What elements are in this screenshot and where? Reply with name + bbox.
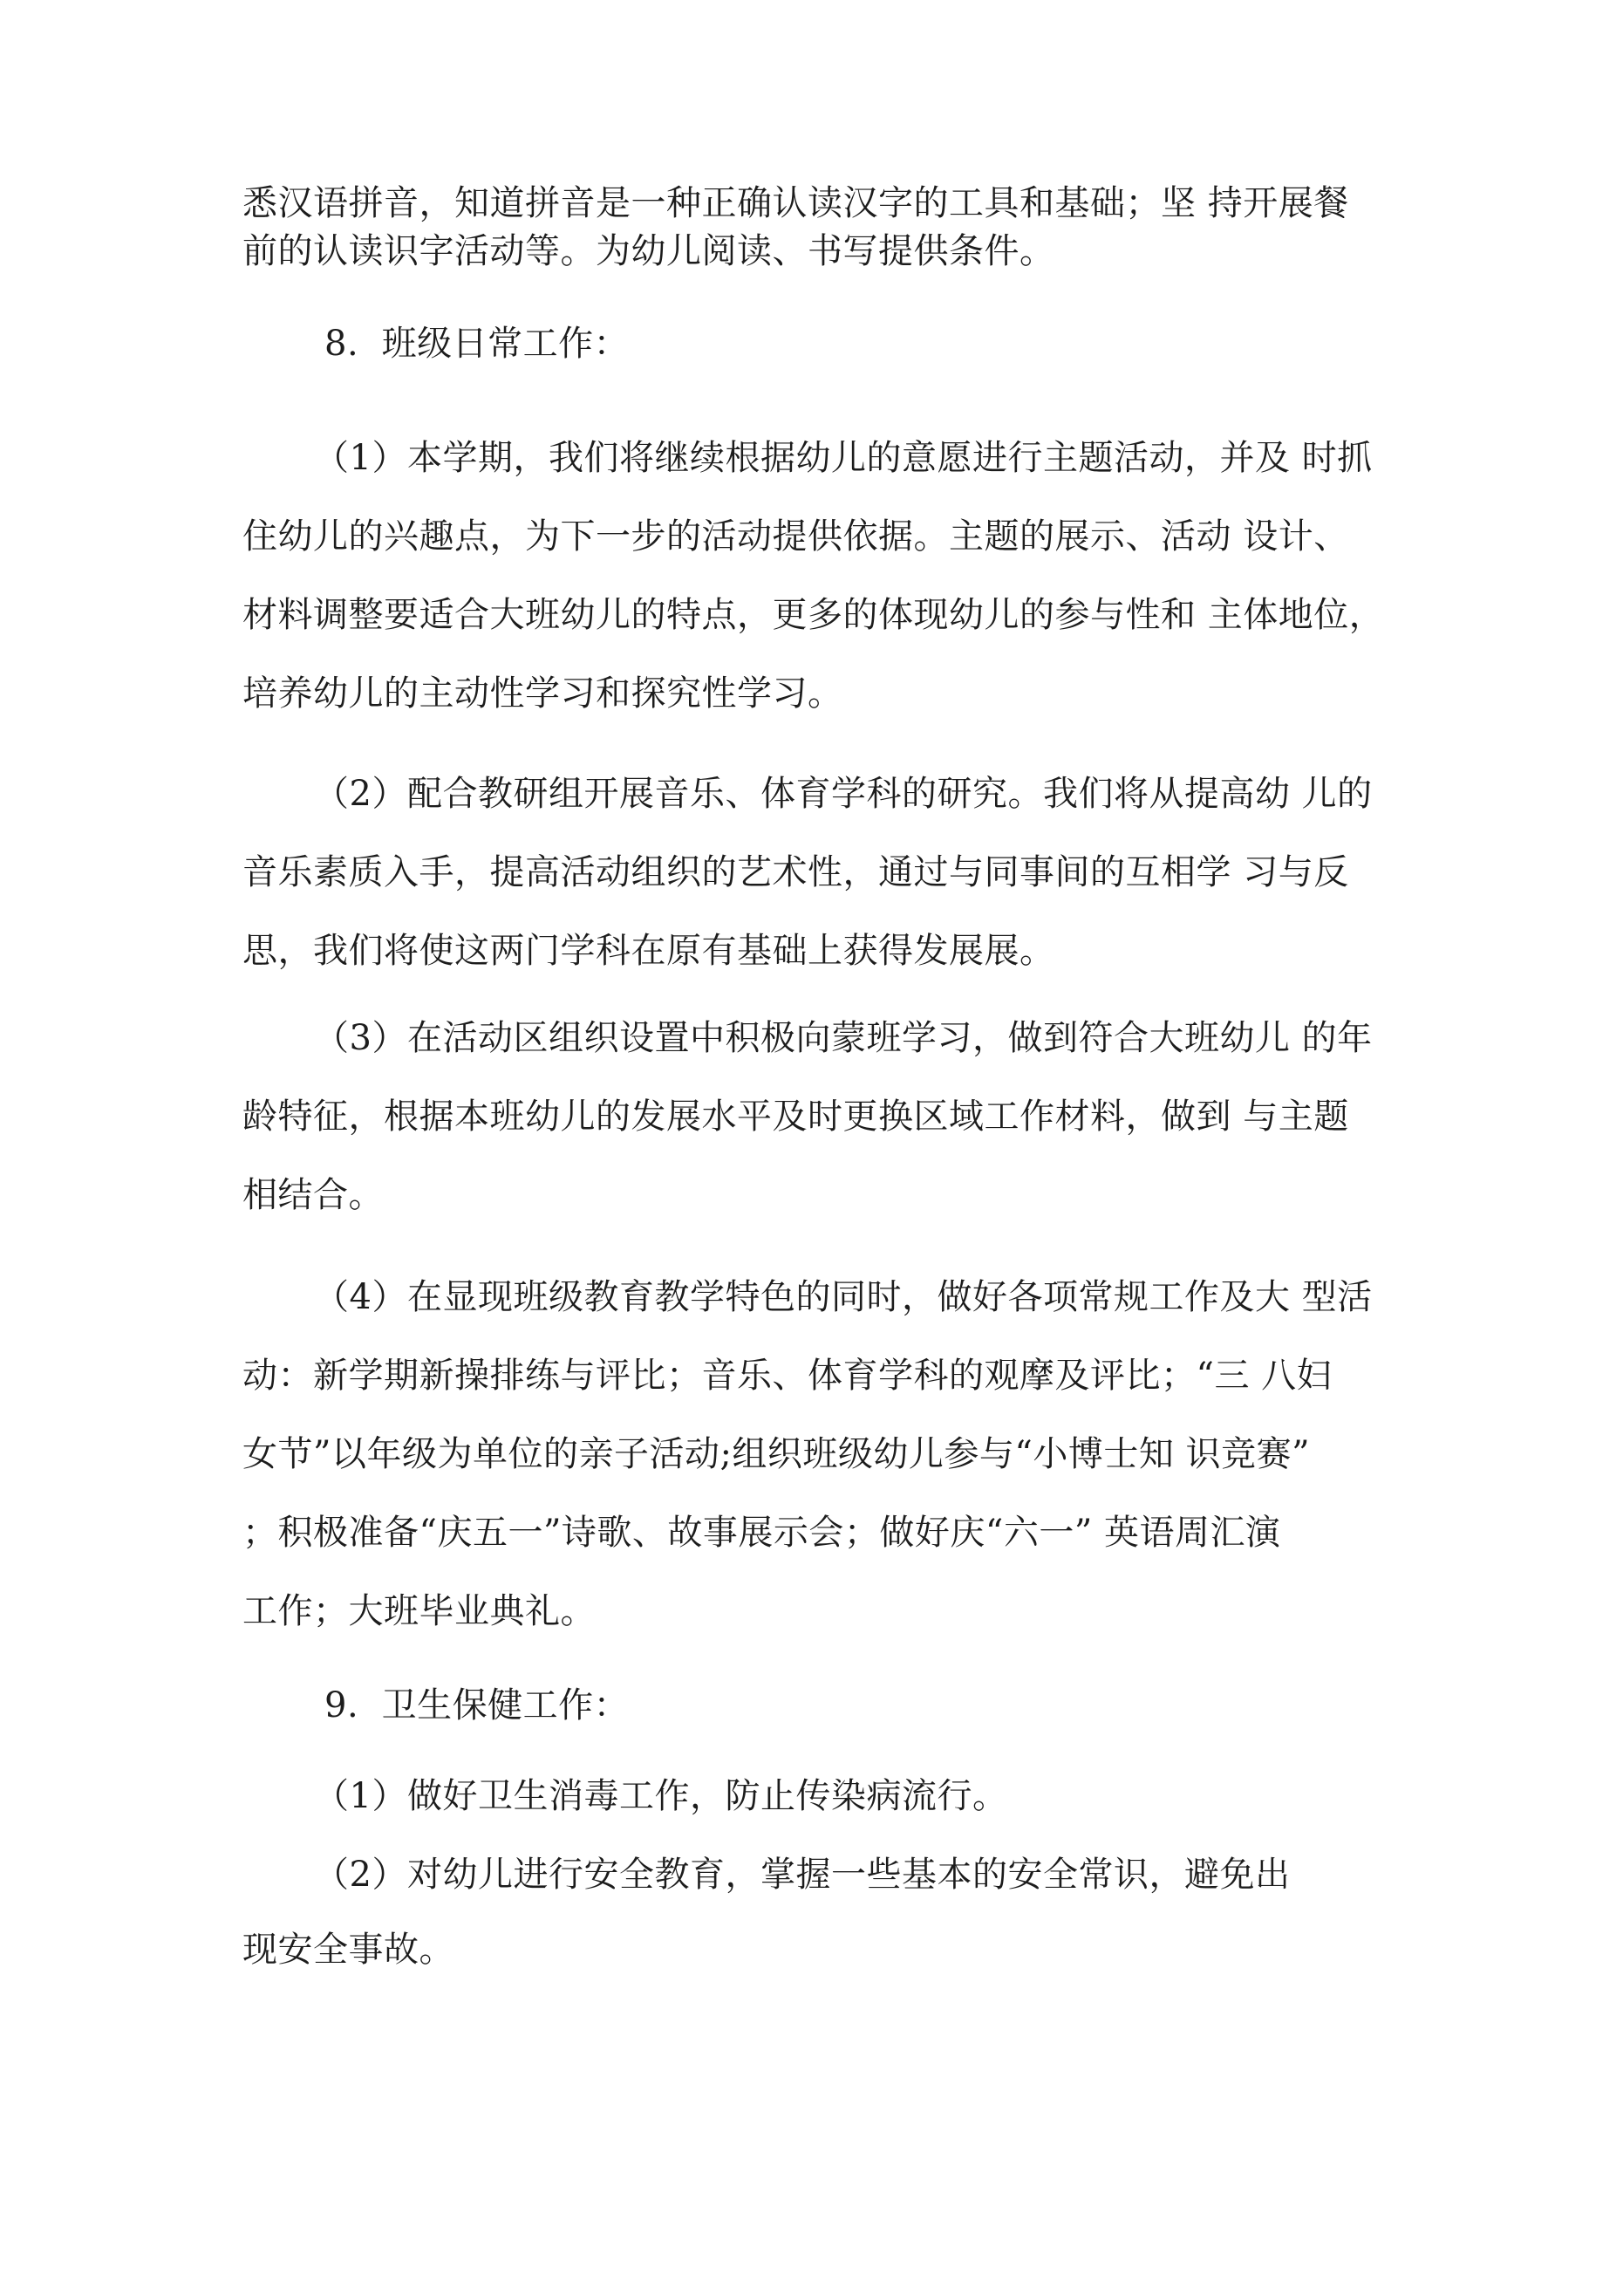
text-line: 龄特征，根据本班幼儿的发展水平及时更换区域工作材料，做到 与主题 — [242, 1097, 1349, 1137]
section-heading: 8. 班级日常工作： — [324, 324, 630, 364]
text-line: （3）在活动区组织设置中积极向蒙班学习，做到符合大班幼儿 的年 — [314, 1018, 1373, 1058]
text-line: 前的认读识字活动等。为幼儿阅读、书写提供条件。 — [242, 231, 1055, 271]
text-line: （1）本学期，我们将继续根据幼儿的意愿进行主题活动，并及 时抓 — [314, 438, 1373, 478]
text-line: 女节”以年级为单位的亲子活动;组织班级幼儿参与“小博士知 识竞赛” — [242, 1434, 1311, 1474]
text-line: 思，我们将使这两门学科在原有基础上获得发展展。 — [242, 931, 1055, 971]
text-line: （4）在显现班级教育教学特色的同时，做好各项常规工作及大 型活 — [314, 1277, 1373, 1317]
text-line: 材料调整要适合大班幼儿的特点，更多的体现幼儿的参与性和 主体地位， — [242, 595, 1385, 635]
text-line: 工作；大班毕业典礼。 — [242, 1591, 596, 1631]
text-line: 悉汉语拼音，知道拼音是一种正确认读汉字的工具和基础；坚 持开展餐 — [242, 183, 1349, 223]
text-line: 相结合。 — [242, 1175, 384, 1215]
text-line: 住幼儿的兴趣点，为下一步的活动提供依据。主题的展示、活动 设计、 — [242, 516, 1349, 557]
text-line: 音乐素质入手，提高活动组织的艺术性，通过与同事间的互相学 习与反 — [242, 852, 1349, 892]
text-line: （2）对幼儿进行安全教育，掌握一些基本的安全常识，避免出 — [314, 1855, 1291, 1895]
text-line: 培养幼儿的主动性学习和探究性学习。 — [242, 673, 843, 714]
text-line: （1）做好卫生消毒工作，防止传染病流行。 — [314, 1776, 1008, 1816]
text-line: 动：新学期新操排练与评比；音乐、体育学科的观摩及评比；“三 八妇 — [242, 1356, 1333, 1396]
text-line: ；积极准备“庆五一”诗歌、故事展示会；做好庆“六一” 英语周汇演 — [242, 1513, 1281, 1553]
text-line: （2）配合教研组开展音乐、体育学科的研究。我们将从提高幼 儿的 — [314, 774, 1373, 814]
section-heading: 9. 卫生保健工作： — [324, 1685, 630, 1725]
text-line: 现安全事故。 — [242, 1930, 454, 1970]
